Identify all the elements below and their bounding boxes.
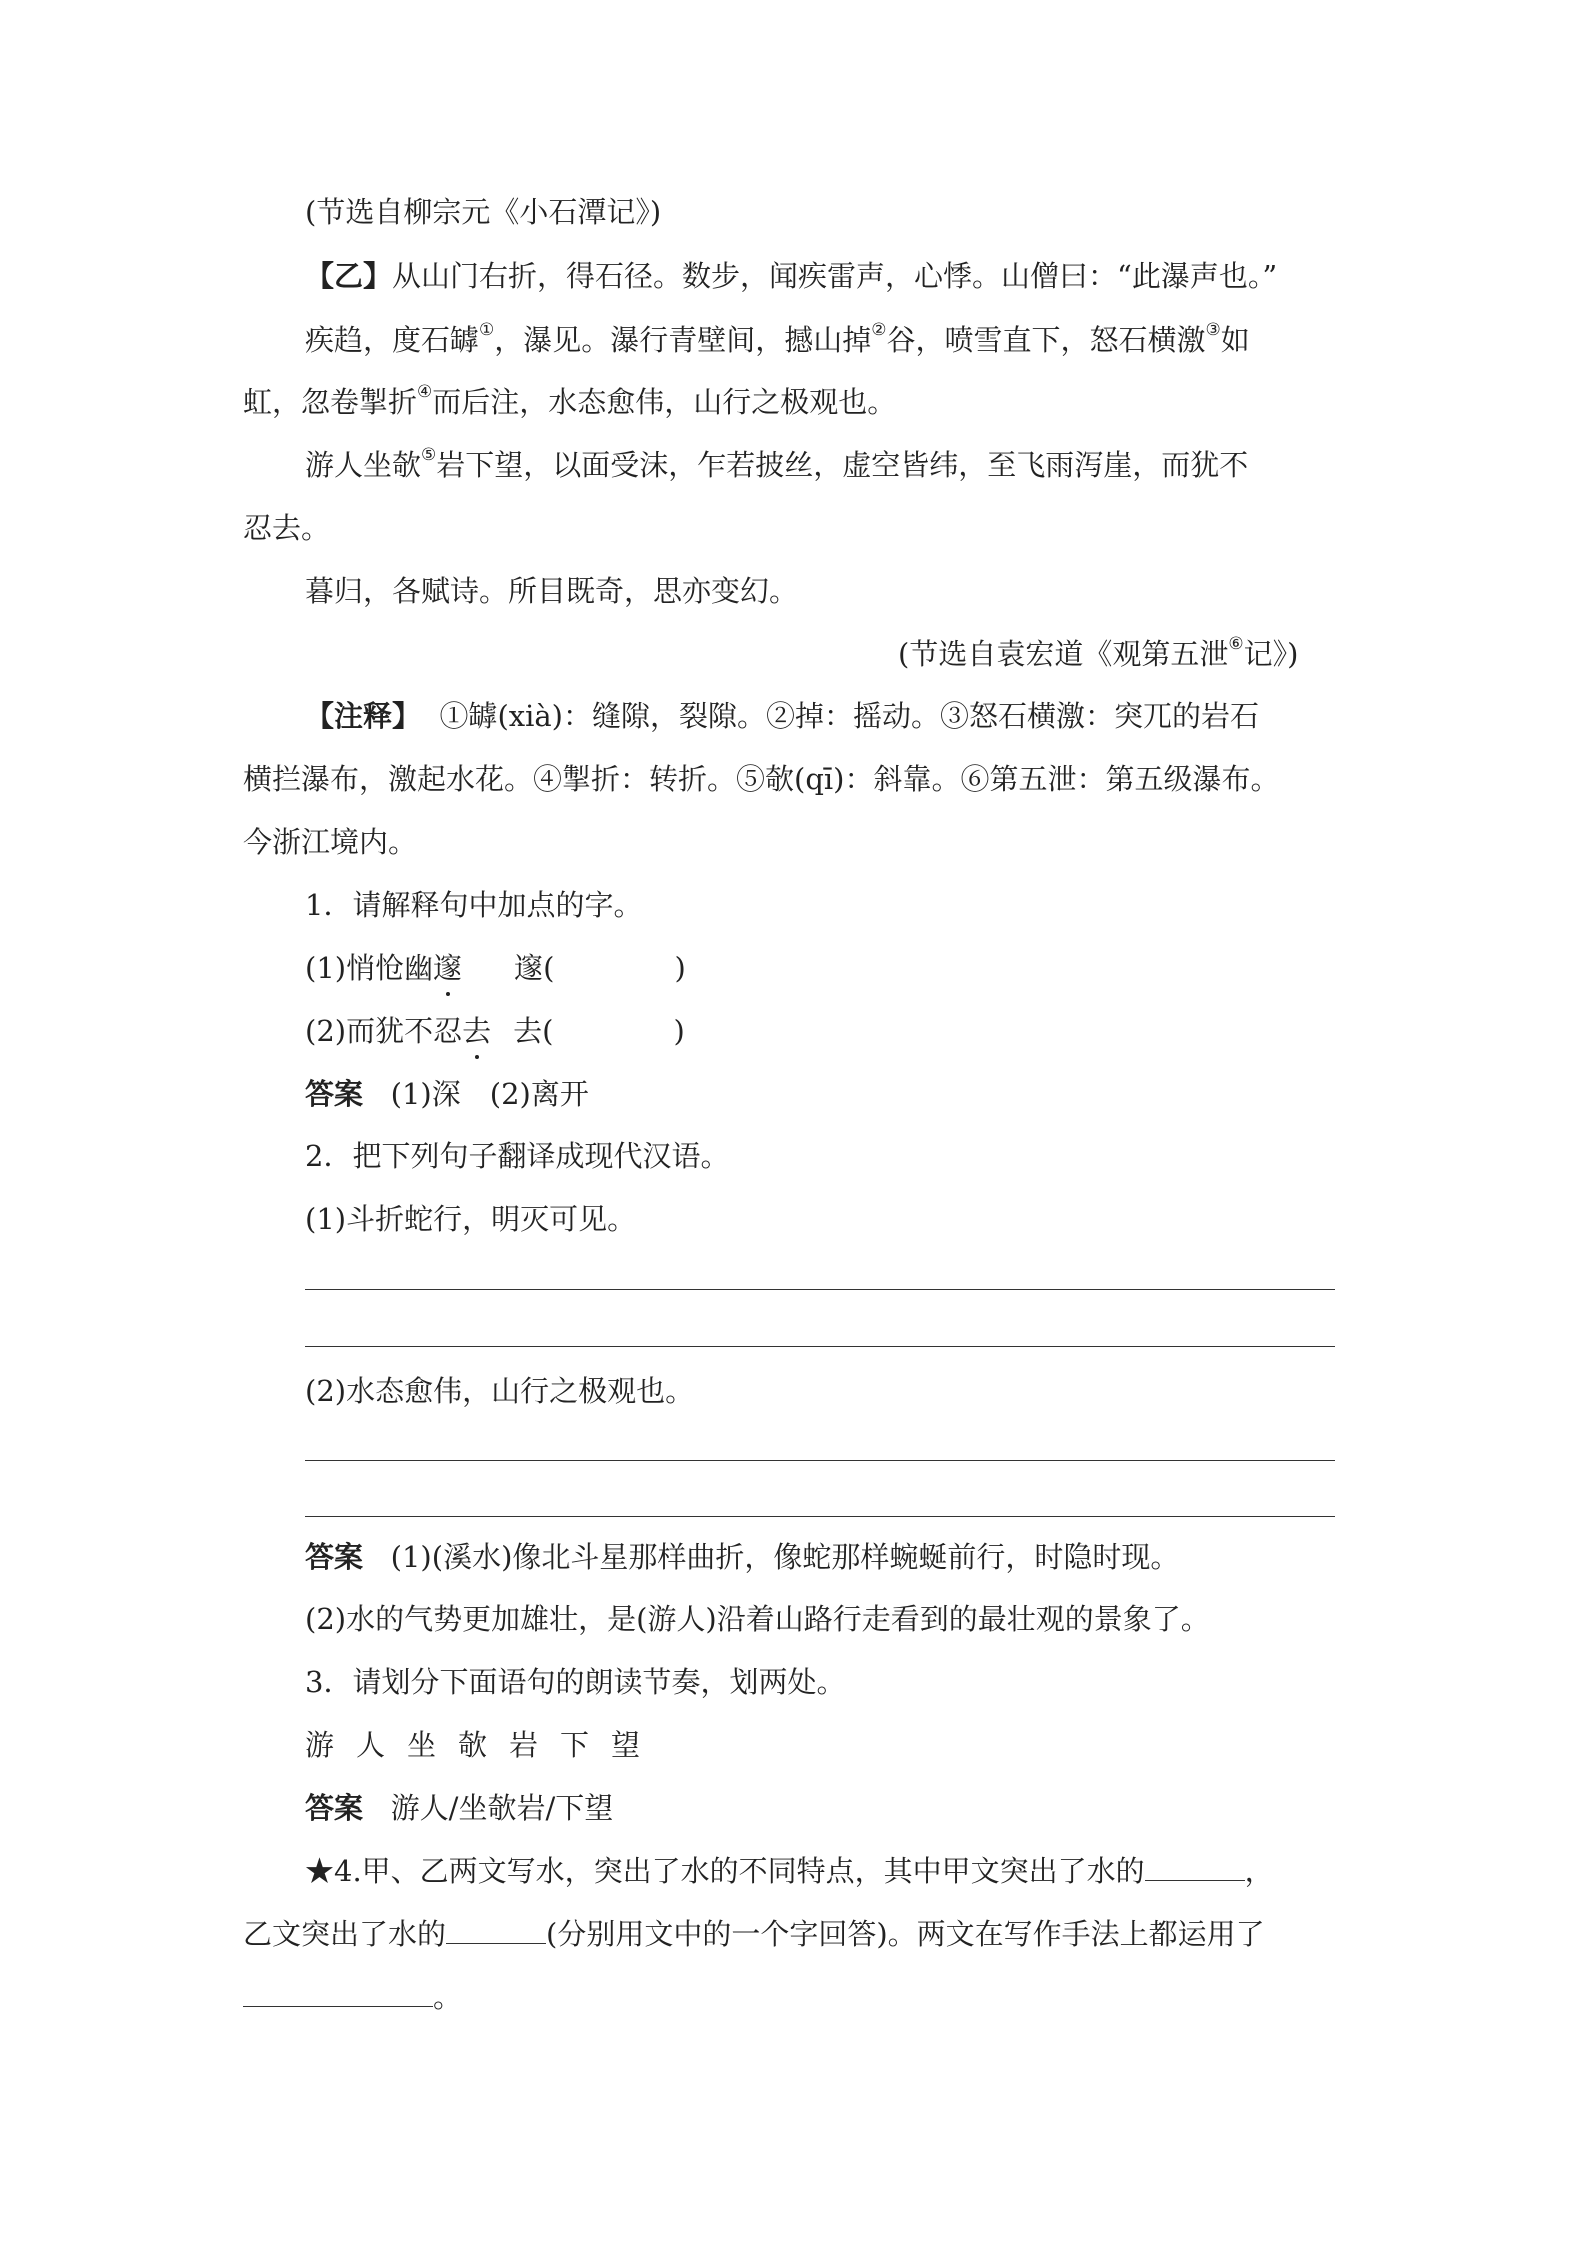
source-yi — [898, 634, 1298, 674]
q3-sentence: 游人坐欹岩下望 — [305, 1728, 663, 1762]
q1-item-1-key: 邃( — [514, 951, 555, 985]
yi-text-3b: 而后注，水态愈伟，山行之极观也。 — [432, 385, 897, 419]
q4-text-2a: 乙文突出了水的 — [243, 1917, 447, 1951]
yi-text-4a: 游人坐欹 — [305, 448, 422, 482]
q1-item-1 — [305, 948, 686, 988]
q4-text-2b: (分别用文中的一个字回答)。两文在写作手法上都运用了 — [546, 1917, 1265, 1951]
footnote-ref-4: ④ — [417, 382, 433, 403]
yi-line-2 — [305, 320, 1250, 360]
q3-answer — [305, 1788, 613, 1828]
answer-line-3[interactable] — [305, 1460, 1335, 1461]
q1-item-2-text: (2)而犹不忍 — [305, 1014, 463, 1048]
q2-answer-2: (2)水的气势更加雄壮，是(游人)沿着山路行走看到的最壮观的景象了。 — [305, 1602, 1210, 1636]
answer-line-1[interactable] — [305, 1289, 1335, 1290]
q1-item-2-close: ) — [673, 1014, 685, 1048]
q1-answer-text: (1)深 (2)离开 — [390, 1077, 589, 1111]
yi-text-1: 从山门右折，得石径。数步，闻疾雷声，心悸。山僧曰：“此瀑声也。” — [392, 259, 1278, 293]
answer-label: 答案 — [305, 1077, 364, 1111]
source-yi-b: 记》) — [1243, 637, 1299, 671]
answer-line-2[interactable] — [305, 1346, 1335, 1347]
q4-line-2 — [243, 1914, 1265, 1954]
yi-text-2a: 疾趋，度石罅 — [305, 323, 480, 357]
q1-stem: 1．请解释句中加点的字。 — [305, 888, 643, 922]
footnote-ref-5: ⑤ — [421, 445, 437, 466]
yi-line-1 — [305, 256, 1277, 296]
q4-text-3: 。 — [433, 1980, 463, 2014]
source-yi-a: (节选自袁宏道《观第五泄 — [898, 637, 1229, 671]
answer-line-4[interactable] — [305, 1516, 1335, 1517]
footnote-ref-2: ② — [871, 320, 887, 341]
q4-text-1: ★4.甲、乙两文写水，突出了水的不同特点，其中甲文突出了水的 — [305, 1854, 1145, 1888]
q4-blank-3[interactable] — [243, 1978, 433, 2007]
q1-item-2 — [305, 1011, 685, 1051]
q2-answer-1 — [305, 1537, 1179, 1577]
yi-text-2d: 如 — [1220, 323, 1250, 357]
q2-stem: 2．把下列句子翻译成现代汉语。 — [305, 1139, 730, 1173]
yi-text-2b: ，瀑见。瀑行青壁间，撼山掉 — [494, 323, 872, 357]
notes-line-3: 今浙江境内。 — [243, 825, 418, 859]
q4-line-3 — [243, 1977, 462, 2017]
q2-answer-1-text: (1)(溪水)像北斗星那样曲折，像蛇那样蜿蜒前行，时隐时现。 — [390, 1540, 1180, 1574]
yi-line-5: 忍去。 — [243, 511, 331, 545]
q1-item-1-text: (1)悄怆幽 — [305, 951, 434, 985]
q2-sentence-1: (1)斗折蛇行，明灭可见。 — [305, 1202, 637, 1236]
notes-line-2: 横拦瀑布，激起水花。④掣折：转折。⑤欹(qī)：斜靠。⑥第五泄：第五级瀑布。 — [243, 762, 1280, 796]
footnote-ref-6: ⑥ — [1228, 634, 1244, 655]
answer-label: 答案 — [305, 1791, 364, 1825]
yi-text-2c: 谷，喷雪直下，怒石横激 — [886, 323, 1206, 357]
q3-stem: 3．请划分下面语句的朗读节奏，划两处。 — [305, 1665, 846, 1699]
footnote-ref-1: ① — [479, 320, 495, 341]
yi-text-3a: 虹，忽卷掣折 — [243, 385, 418, 419]
yi-line-6: 暮归，各赋诗。所目既奇，思亦变幻。 — [305, 574, 799, 608]
q4-line-1 — [305, 1851, 1274, 1891]
notes-label: 【注释】 — [305, 699, 422, 733]
q3-answer-text: 游人/坐欹岩/下望 — [390, 1791, 614, 1825]
answer-label: 答案 — [305, 1540, 364, 1574]
q1-item-1-close: ) — [674, 951, 686, 985]
q2-sentence-2: (2)水态愈伟，山行之极观也。 — [305, 1374, 695, 1408]
yi-line-4 — [305, 445, 1248, 485]
yi-text-4b: 岩下望，以面受沫，乍若披丝，虚空皆纬，至飞雨泻崖，而犹不 — [436, 448, 1249, 482]
footnote-ref-3: ③ — [1205, 320, 1221, 341]
dotted-char-sui: 邃 — [433, 948, 462, 988]
q1-item-2-key: 去( — [513, 1014, 554, 1048]
source-jia: (节选自柳宗元《小石潭记》) — [305, 195, 662, 229]
dotted-char-qu: 去 — [462, 1011, 491, 1051]
q4-blank-1[interactable] — [1145, 1852, 1245, 1881]
notes-line-1 — [305, 696, 1259, 736]
q4-blank-2[interactable] — [446, 1915, 546, 1944]
yi-heading: 【乙】 — [305, 259, 393, 293]
q4-text-1b: ， — [1244, 1854, 1274, 1888]
yi-line-3 — [243, 382, 896, 422]
notes-text-1: ①罅(xià)：缝隙，裂隙。②掉：摇动。③怒石横激：突兀的岩石 — [439, 699, 1260, 733]
q1-answer — [305, 1074, 589, 1114]
